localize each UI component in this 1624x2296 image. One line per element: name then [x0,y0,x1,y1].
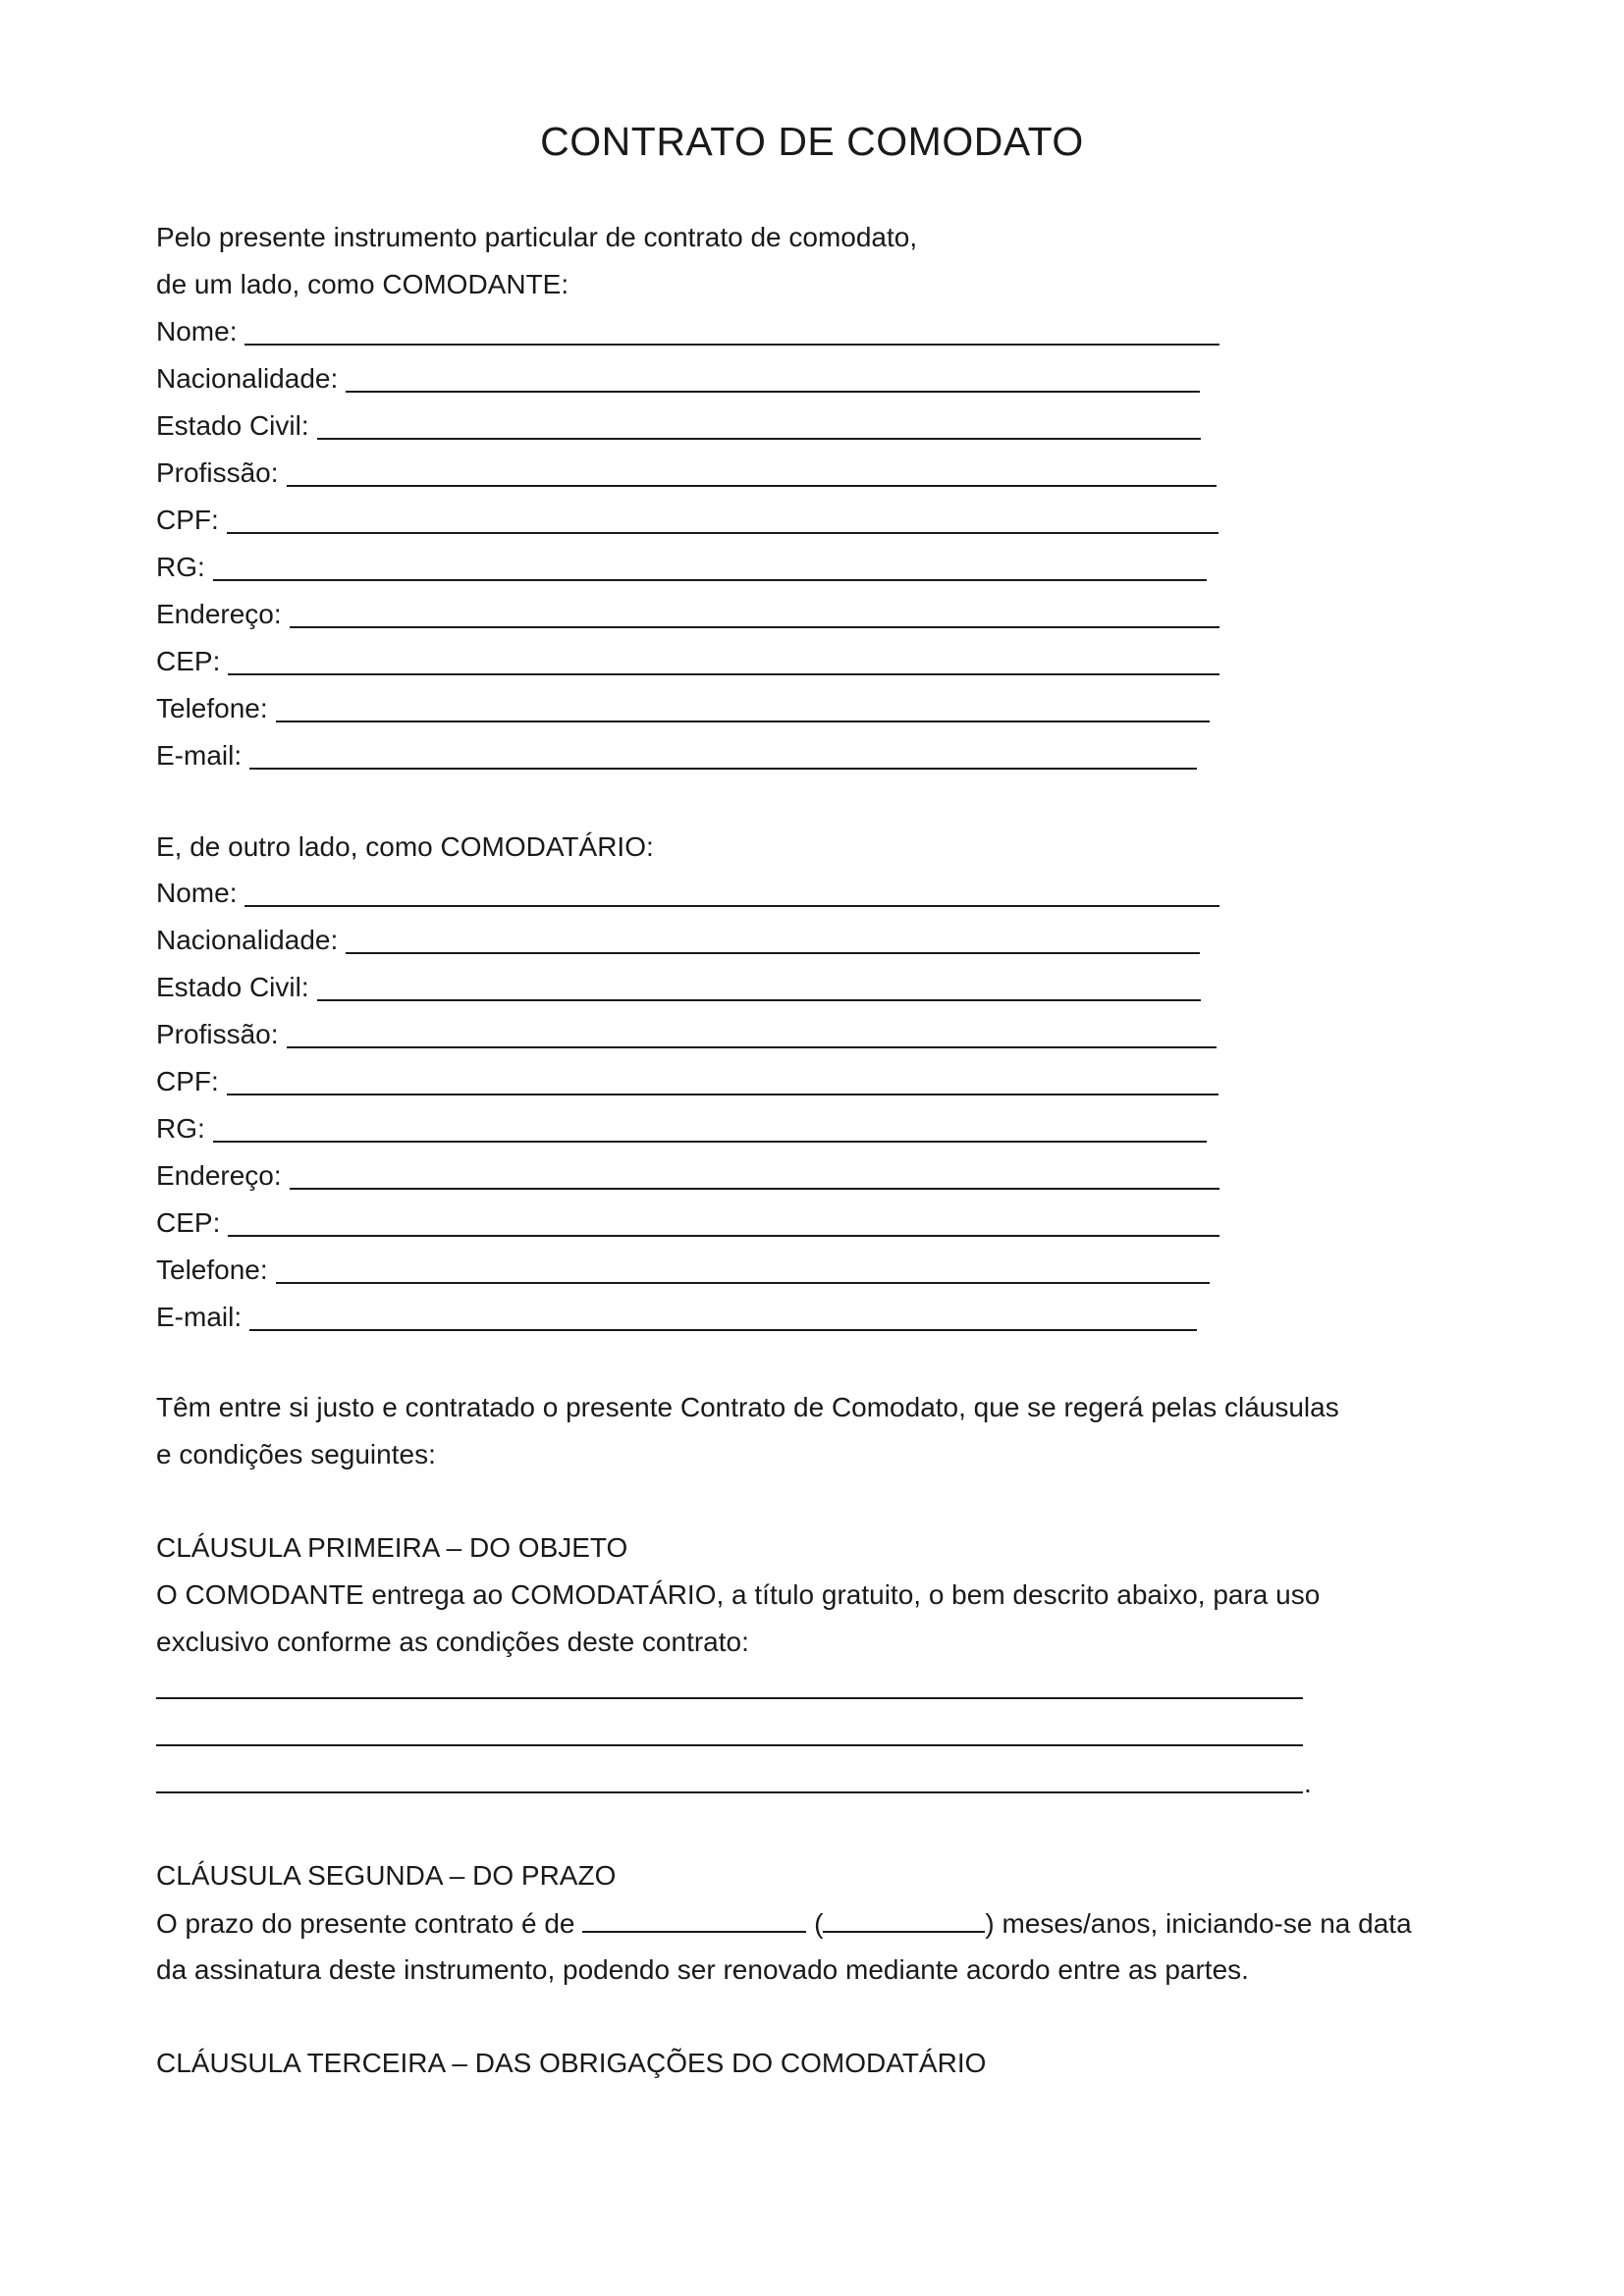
comodante-nacionalidade-field[interactable] [156,359,1200,399]
blank-line[interactable] [290,1188,1219,1190]
field-label: E-mail: [156,1302,243,1332]
blank-line[interactable] [249,1329,1197,1331]
field-label: Estado Civil: [156,972,309,1002]
clause1-line-2: exclusivo conforme as condições deste contrato: [156,1627,749,1657]
blank-line[interactable] [287,1046,1218,1048]
agreement-line-1: Têm entre si justo e contratado o presente Contrato de Comodato, que se regerá pelas cláusulas [156,1392,1339,1422]
blank-line[interactable] [244,344,1219,346]
term-length-words-blank[interactable] [823,1903,985,1933]
comodante-rg-field[interactable] [156,548,1207,587]
blank-line[interactable] [244,905,1219,907]
comodatario-endereco-field[interactable] [156,1156,1219,1196]
object-description-end-mark: . [1304,1768,1312,1798]
comodatario-cpf-field[interactable] [156,1062,1218,1101]
field-label: CPF: [156,1066,219,1096]
comodatario-telefone-field[interactable] [156,1251,1210,1290]
comodatario-email-field[interactable] [156,1298,1197,1337]
clause2-line-2: da assinatura deste instrumento, podendo ser renovado mediante acordo entre as partes. [156,1954,1249,1985]
field-label: Nome: [156,878,238,908]
clause1-heading: CLÁUSULA PRIMEIRA – DO OBJETO [156,1532,628,1563]
blank-line[interactable] [287,485,1218,487]
blank-line[interactable] [317,999,1201,1001]
field-label: RG: [156,552,205,582]
comodante-email-field[interactable] [156,736,1197,775]
blank-line[interactable] [227,1094,1218,1095]
field-label: Profissão: [156,1019,279,1049]
clause2-heading: CLÁUSULA SEGUNDA – DO PRAZO [156,1860,617,1891]
blank-line[interactable] [290,626,1219,628]
comodante-cep-field[interactable] [156,642,1219,681]
field-label: CEP: [156,646,221,676]
blank-line[interactable] [228,673,1219,675]
comodatario-cep-field[interactable] [156,1203,1219,1243]
comodatario-profissao-field[interactable] [156,1015,1217,1054]
clause2-text-b: ( [814,1908,824,1939]
field-label: RG: [156,1113,205,1144]
field-label: Nacionalidade: [156,363,339,394]
comodante-estado-civil-field[interactable] [156,406,1201,446]
comodatario-estado-civil-field[interactable] [156,968,1201,1007]
field-label: E-mail: [156,740,243,771]
blank-line[interactable] [227,532,1218,534]
blank-line[interactable] [276,721,1210,722]
field-label: Profissão: [156,457,279,488]
field-label: Endereço: [156,1160,282,1191]
comodante-profissao-field[interactable] [156,454,1217,493]
blank-line[interactable] [346,952,1200,954]
blank-line[interactable] [228,1235,1219,1237]
comodante-cpf-field[interactable] [156,501,1218,540]
field-label: Nacionalidade: [156,925,339,955]
intro-line-2: de um lado, como COMODANTE: [156,269,569,299]
field-label: Telefone: [156,693,268,723]
field-label: CEP: [156,1207,221,1238]
comodatario-nacionalidade-field[interactable] [156,921,1200,960]
field-label: CPF: [156,505,219,535]
comodatario-nome-field[interactable] [156,874,1219,913]
blank-line[interactable] [317,438,1201,440]
comodante-endereco-field[interactable] [156,595,1219,634]
clause1-line-1: O COMODANTE entrega ao COMODATÁRIO, a título gratuito, o bem descrito abaixo, para uso [156,1579,1321,1610]
comodante-nome-field[interactable] [156,312,1219,351]
clause2-text-c: ) meses/anos, iniciando-se na data [985,1908,1412,1939]
object-description-line-1[interactable] [156,1697,1303,1699]
clause2-line-1 [156,1903,1412,1943]
field-label: Endereço: [156,599,282,629]
term-length-blank[interactable] [582,1903,806,1933]
comodante-telefone-field[interactable] [156,689,1210,728]
document-title: CONTRATO DE COMODATO [540,119,1084,164]
blank-line[interactable] [249,768,1197,770]
object-description-line-2[interactable] [156,1744,1303,1746]
comodatario-intro: E, de outro lado, como COMODATÁRIO: [156,831,654,862]
clause3-heading: CLÁUSULA TERCEIRA – DAS OBRIGAÇÕES DO COMODATÁRIO [156,2048,987,2078]
blank-line[interactable] [213,1141,1207,1143]
blank-line[interactable] [346,391,1200,393]
field-label: Telefone: [156,1255,268,1285]
field-label: Estado Civil: [156,410,309,441]
object-description-line-3[interactable] [156,1791,1303,1793]
agreement-line-2: e condições seguintes: [156,1439,436,1469]
intro-line-1: Pelo presente instrumento particular de contrato de comodato, [156,222,918,252]
comodatario-rg-field[interactable] [156,1109,1207,1148]
blank-line[interactable] [213,579,1207,581]
field-label: Nome: [156,316,238,347]
clause2-text-a: O prazo do presente contrato é de [156,1908,575,1939]
blank-line[interactable] [276,1282,1210,1284]
